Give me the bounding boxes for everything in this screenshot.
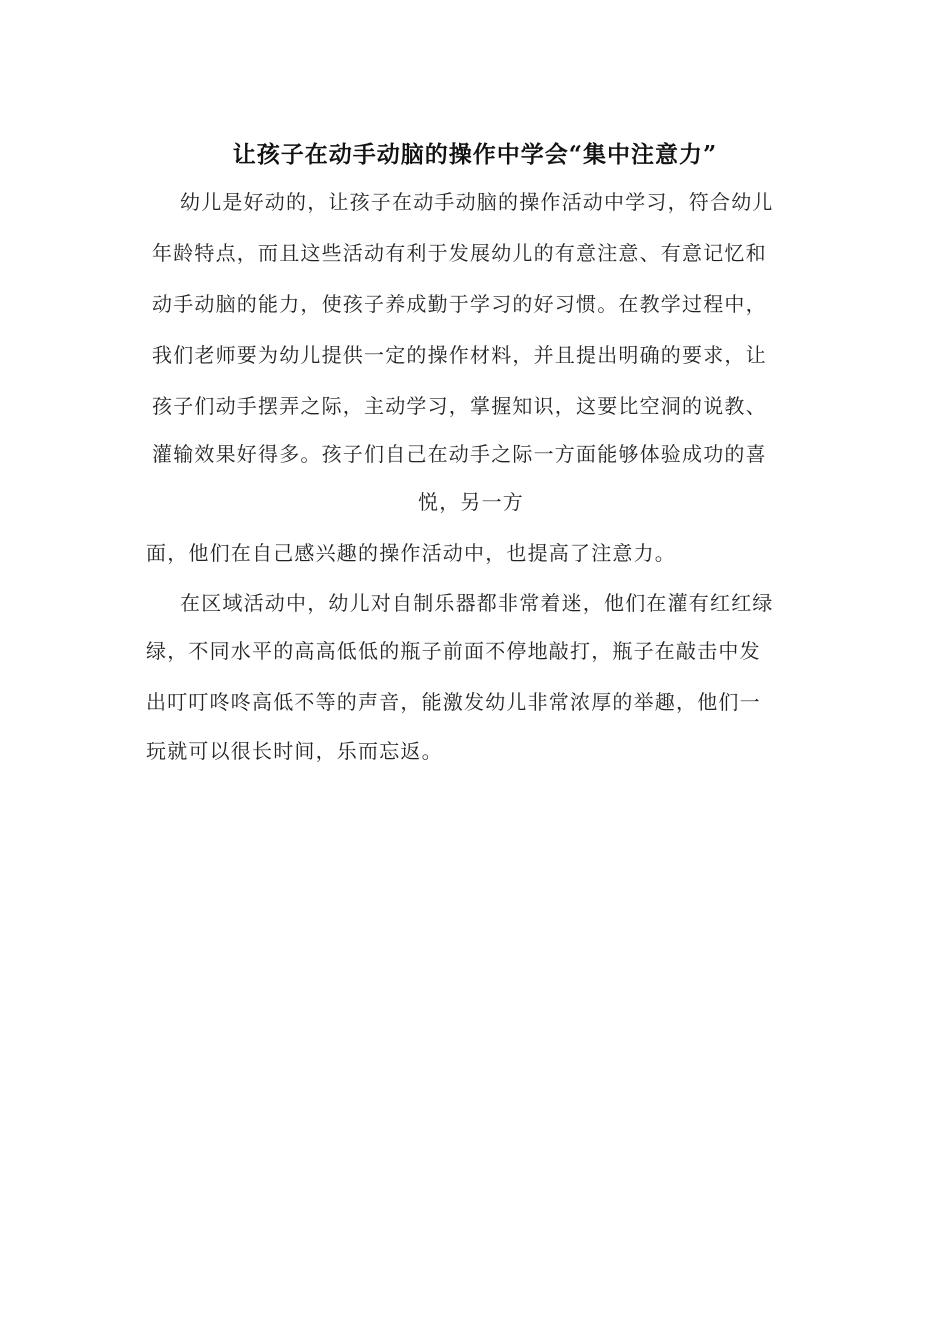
paragraph-line: 我们老师要为幼儿提供一定的操作材料，并且提出明确的要求，让 <box>152 343 767 367</box>
paragraph-line: 在区域活动中，幼儿对自制乐器都非常着迷，他们在灌有红红绿 <box>180 591 774 615</box>
paragraph-line: 玩就可以很长时间，乐而忘返。 <box>146 739 443 763</box>
paragraph-line: 面，他们在自己感兴趣的操作活动中，也提高了注意力。 <box>146 541 676 565</box>
paragraph-line: 绿，不同水平的高高低低的瓶子前面不停地敲打，瓶子在敲击中发 <box>146 639 761 663</box>
paragraph-line: 悦，另一方 <box>418 490 524 514</box>
paragraph-line: 灌输效果好得多。孩子们自己在动手之际一方面能够体验成功的喜 <box>152 442 767 466</box>
paragraph-line: 出叮叮咚咚高低不等的声音，能激发幼儿非常浓厚的举趣，他们一 <box>146 690 761 714</box>
paragraph-line: 年龄特点，而且这些活动有利于发展幼儿的有意注意、有意记忆和 <box>152 241 767 265</box>
paragraph-line: 动手动脑的能力，使孩子养成勤于学习的好习惯。在教学过程中， <box>152 292 767 316</box>
paragraph-line: 孩子们动手摆弄之际，主动学习，掌握知识，这要比空洞的说教、 <box>152 394 767 418</box>
paragraph-line: 幼儿是好动的，让孩子在动手动脑的操作活动中学习，符合幼儿 <box>180 190 774 214</box>
document-title: 让孩子在动手动脑的操作中学会“集中注意力” <box>232 141 718 168</box>
